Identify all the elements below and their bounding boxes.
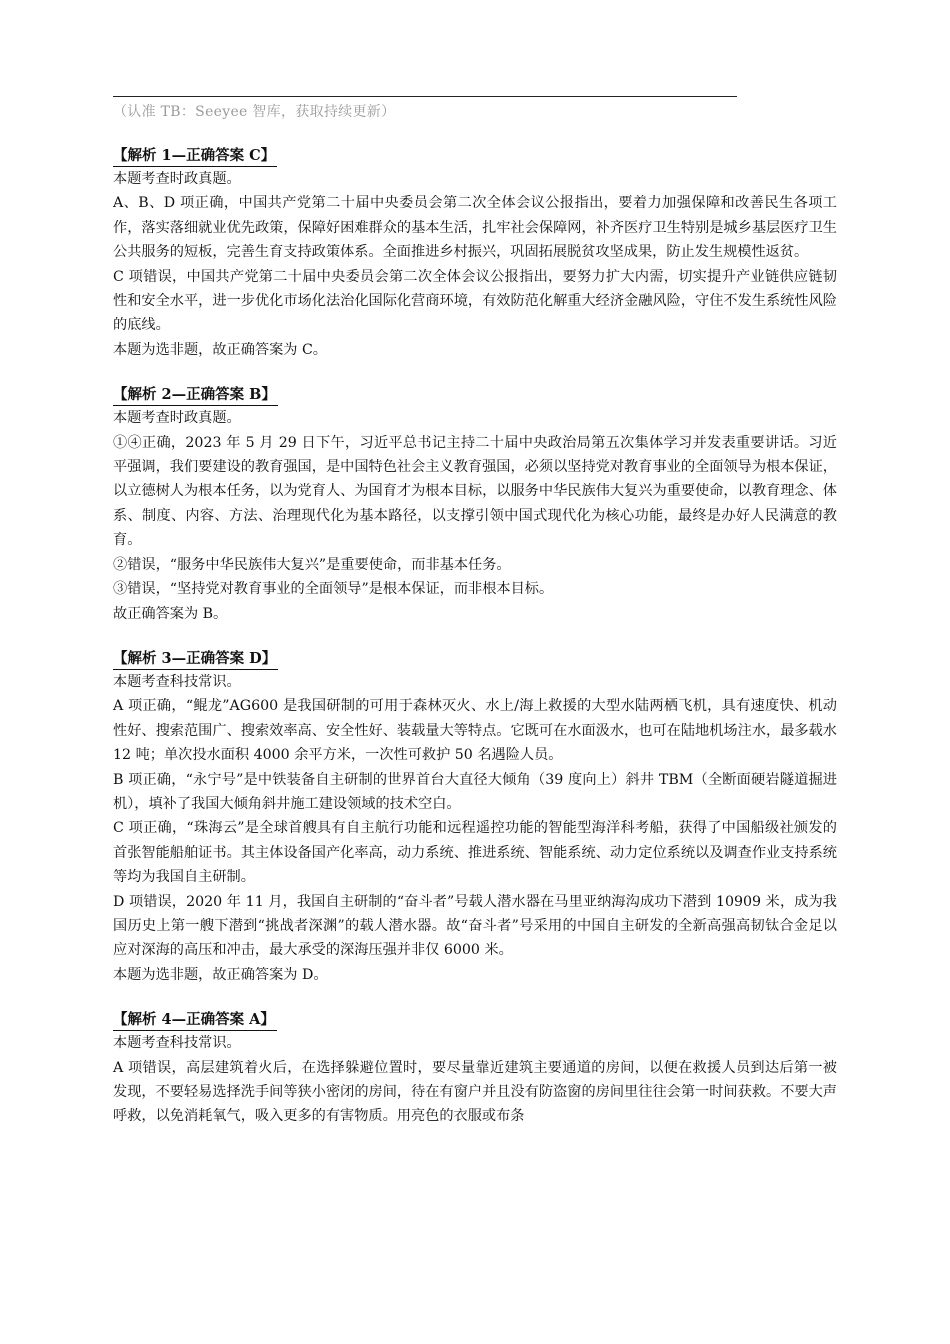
section-heading: 【解析 4—正确答案 A】 xyxy=(113,1009,277,1031)
section-heading: 【解析 1—正确答案 C】 xyxy=(113,145,277,167)
paragraph: 本题考查科技常识。 xyxy=(113,673,241,690)
analysis-section-3 xyxy=(113,648,837,987)
paragraph: 本题考查时政真题。 xyxy=(113,410,241,427)
paragraph: C 项错误，中国共产党第二十届中央委员会第二次全体会议公报指出，要努力扩大内需，切实提升产业链供应链韧性和安全水平，进一步优化市场化法治化国际化营商环境，有效防范化解重大经济金融风险，守住不发生系统性风险的底线。 xyxy=(113,268,837,334)
paragraph: ②错误，“服务中华民族伟大复兴”是重要使命，而非基本任务。 xyxy=(113,556,511,573)
paragraph: 本题考查时政真题。 xyxy=(113,171,241,187)
section-heading: 【解析 3—正确答案 D】 xyxy=(113,648,278,670)
paragraph: 本题考查科技常识。 xyxy=(113,1035,241,1052)
header-rule xyxy=(113,96,737,97)
analysis-section-2 xyxy=(113,384,837,626)
analysis-section-1 xyxy=(113,145,837,362)
paragraph: A、B、D 项正确，中国共产党第二十届中央委员会第二次全体会议公报指出，要着力加强保障和改善民生各项工作，落实落细就业优先政策，保障好困难群众的基本生活，扎牢社会保障网，补齐医疗卫生特别是城乡基层医疗卫生公共服务的短板，完善生育支持政策体系。全面推进乡村振兴，巩固拓展脱贫攻坚成果，防止发生规模性返贫。 xyxy=(113,195,837,261)
paragraph: D 项错误，2020 年 11 月，我国自主研制的“奋斗者”号载人潜水器在马里亚纳海沟成功下潜到 10909 米，成为我国历史上第一艘下潜到“挑战者深渊”的载人潜水器。故“奋斗者”号采用的中国自主研发的全新高强高韧钛合金足以应对深海的高压和冲击，最大承受的深海压强并非仅 6000 米。 xyxy=(113,893,837,959)
analysis-section-4 xyxy=(113,1009,837,1129)
watermark-text: （认准 TB：Seeyee 智库，获取持续更新） xyxy=(113,104,396,120)
paragraph: ①④正确，2023 年 5 月 29 日下午，习近平总书记主持二十届中央政治局第五次集体学习并发表重要讲话。习近平强调，我们要建设的教育强国，是中国特色社会主义教育强国，必须以坚持党对教育事业的全面领导为根本保证，以立德树人为根本任务，以为党育人、为国育才为根本目标，以服务中华民族伟大复兴为重要使命，以教育理念、体系、制度、内容、方法、治理现代化为基本路径，以支撑引领中国式现代化为核心功能，最终是办好人民满意的教育。 xyxy=(113,434,837,549)
paragraph: C 项正确，“珠海云”是全球首艘具有自主航行功能和远程遥控功能的智能型海洋科考船，获得了中国船级社颁发的首张智能船舶证书。其主体设备国产化率高，动力系统、推进系统、智能系统、动力定位系统以及调查作业支持系统等均为我国自主研制。 xyxy=(113,820,837,886)
paragraph: 本题为选非题，故正确答案为 D。 xyxy=(113,966,328,983)
paragraph: B 项正确，“永宁号”是中铁装备自主研制的世界首台大直径大倾角（39 度向上）斜井 TBM（全断面硬岩隧道掘进机），填补了我国大倾角斜井施工建设领域的技术空白。 xyxy=(113,771,837,812)
section-heading: 【解析 2—正确答案 B】 xyxy=(113,384,278,406)
document-page xyxy=(113,96,837,1129)
paragraph: 本题为选非题，故正确答案为 C。 xyxy=(113,341,327,358)
paragraph: A 项错误，高层建筑着火后，在选择躲避位置时，要尽量靠近建筑主要通道的房间，以便在救援人员到达后第一被发现，不要轻易选择洗手间等狭小密闭的房间，待在有窗户并且没有防盗窗的房间里往往会第一时间获救。不要大声呼救，以免消耗氧气，吸入更多的有害物质。用亮色的衣服或布条 xyxy=(113,1059,837,1125)
paragraph: 故正确答案为 B。 xyxy=(113,605,228,622)
paragraph: A 项正确，“鲲龙”AG600 是我国研制的可用于森林灭火、水上/海上救援的大型水陆两栖飞机，具有速度快、机动性好、搜索范围广、搜索效率高、安全性好、装载量大等特点。它既可在水面汲水，也可在陆地机场注水，最多载水 12 吨；单次投水面积 4000 余平方米，一次性可救护 50 名遇险人员。 xyxy=(113,698,837,764)
paragraph: ③错误，“坚持党对教育事业的全面领导”是根本保证，而非根本目标。 xyxy=(113,581,554,598)
